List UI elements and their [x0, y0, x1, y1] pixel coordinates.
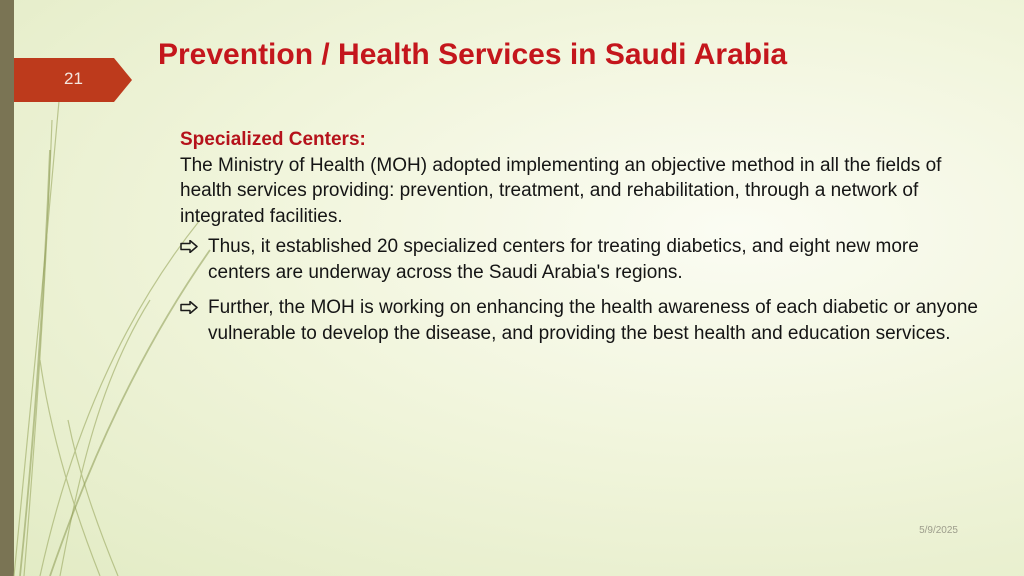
intro-paragraph: The Ministry of Health (MOH) adopted implementing an objective method in all the fields of health services providing: prevention, treatment, and rehabilitation, through a network of integrated facilities.: [180, 154, 942, 227]
slide-number: 21: [64, 69, 83, 88]
slide-content: [180, 127, 980, 356]
arrow-right-icon: [180, 240, 198, 253]
subheading: Specialized Centers:: [180, 129, 366, 150]
bullet-item: [180, 295, 980, 346]
bullet-text: Further, the MOH is working on enhancing the health awareness of each diabetic or anyone vulnerable to develop the disease, and providing the best health and education services.: [208, 297, 978, 344]
slide-title: Prevention / Health Services in Saudi Arabia: [158, 38, 788, 71]
bullet-item: [180, 234, 980, 285]
bullet-list: [180, 234, 980, 346]
bullet-text: Thus, it established 20 specialized centers for treating diabetics, and eight new more centers are underway across the Saudi Arabia's regions.: [208, 236, 919, 283]
slide-date: 5/9/2025: [919, 525, 958, 536]
arrow-right-icon: [180, 301, 198, 314]
